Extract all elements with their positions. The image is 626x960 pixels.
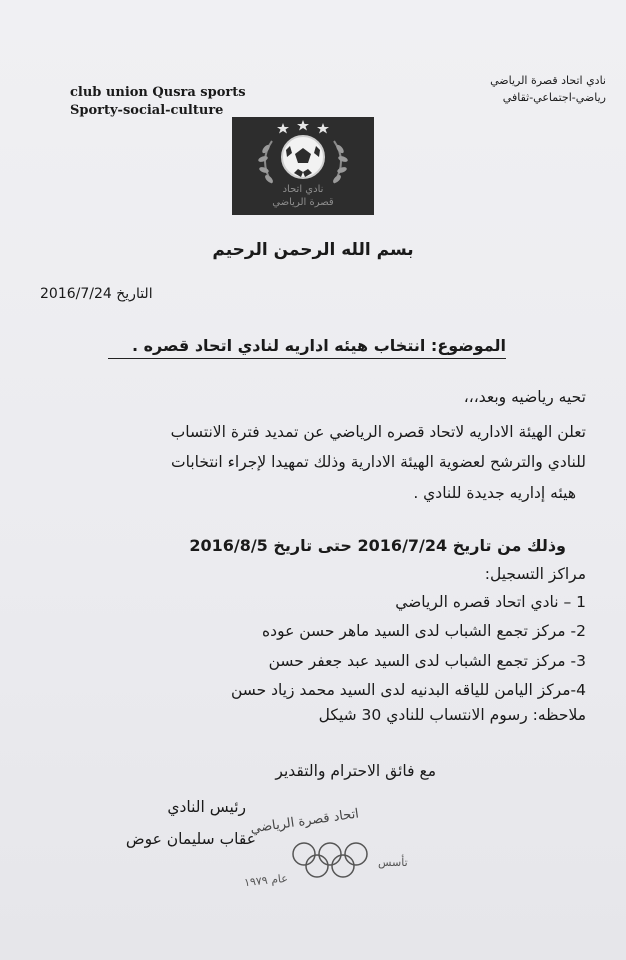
center-item-4: 4-مركز اليامن للياقه البدنيه لدى السيد محمد زياد حسن <box>230 681 586 699</box>
club-crest-logo <box>232 117 374 215</box>
club-stamp <box>240 808 440 898</box>
center-item-3: 3- مركز تجمع الشباب لدى السيد عبد جعفر حسن <box>268 652 586 670</box>
registration-period: وذلك من تاريخ 2016/7/24 حتى تاريخ 2016/8/5 <box>189 536 566 555</box>
center-item-1: 1 – نادي اتحاد قصره الرياضي <box>395 593 586 611</box>
subject-line: الموضوع: انتخاب هيئه اداريه لنادي اتحاد قصره . <box>131 336 506 355</box>
centers-title: مراكز التسجيل: <box>484 565 586 583</box>
soccer-ball-icon <box>232 117 374 215</box>
header-arabic <box>406 72 606 106</box>
svg-text:قصرة الرياضي: قصرة الرياضي <box>272 197 334 208</box>
announcement-line-3: هيئه إداريه جديدة للنادي . <box>413 484 576 502</box>
document-date <box>40 286 153 302</box>
header-english-line1: club union Qusra sports <box>70 85 246 100</box>
olympic-rings-icon <box>290 840 370 880</box>
header-arabic-line1: نادي اتحاد قصرة الرياضي <box>490 74 606 87</box>
stamp-arc-text: اتحاد قصرة الرياضي <box>249 806 360 837</box>
center-item-2: 2- مركز تجمع الشباب لدى السيد ماهر حسن عوده <box>262 622 586 640</box>
signer-title: رئيس النادي <box>167 798 246 816</box>
greeting-text: تحيه رياضيه وبعد،،، <box>463 388 586 406</box>
closing-text: مع فائق الاحترام والتقدير <box>275 762 436 780</box>
header-english-line2: Sporty-social-culture <box>70 103 224 118</box>
stamp-founded-label: تأسس <box>378 856 408 869</box>
announcement-line-1: تعلن الهيئة الاداريه لاتحاد قصره الرياضي عن تمديد فترة الانتساب <box>170 423 586 441</box>
basmala-heading: بسم الله الرحمن الرحيم <box>212 240 414 260</box>
svg-text:نادي اتحاد: نادي اتحاد <box>282 184 324 195</box>
fee-note: ملاحظه: رسوم الانتساب للنادي 30 شيكل <box>318 706 586 724</box>
header-arabic-line2: رياضي-اجتماعي-ثقافي <box>502 91 606 104</box>
date-value: 2016/7/24 <box>40 286 112 302</box>
date-label: التاريخ <box>116 286 153 302</box>
signer-name: عقاب سليمان عوض <box>125 830 256 848</box>
subject-underline <box>108 358 506 359</box>
announcement-line-2: للنادي والترشح لعضوية الهيئة الادارية وذلك تمهيدا لإجراء انتخابات <box>171 453 586 471</box>
header-english <box>70 84 250 120</box>
stamp-founded-year: عام ١٩٧٩ <box>243 871 289 890</box>
